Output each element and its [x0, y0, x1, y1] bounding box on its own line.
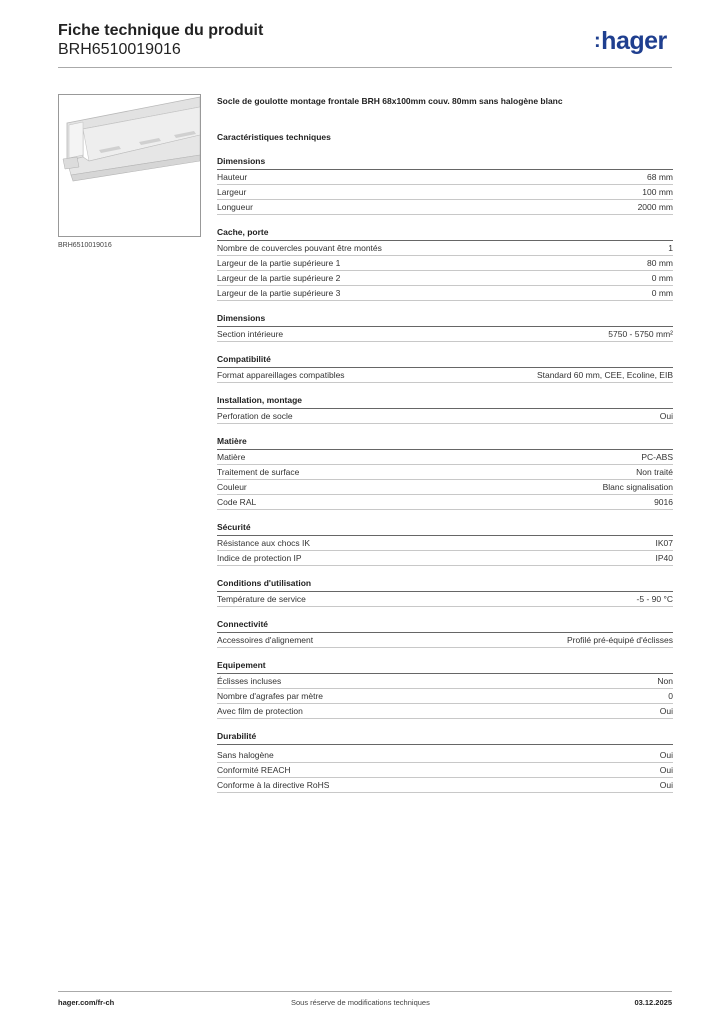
- spec-value: Oui: [659, 765, 673, 775]
- footer-website[interactable]: hager.com/fr-ch: [58, 998, 115, 1007]
- spec-row: [217, 536, 673, 551]
- spec-groups: [217, 155, 673, 793]
- spec-row: [217, 409, 673, 424]
- spec-row: [217, 450, 673, 465]
- spec-label: Largeur de la partie supérieure 2: [217, 273, 341, 283]
- spec-value: Oui: [659, 411, 673, 421]
- footer-date: 03.12.2025: [634, 998, 672, 1007]
- spec-label: Largeur: [217, 187, 247, 197]
- spec-value: Oui: [659, 706, 673, 716]
- spec-row: [217, 256, 673, 271]
- footer-disclaimer: Sous réserve de modifications techniques: [291, 998, 430, 1007]
- spec-row: [217, 551, 673, 566]
- spec-row: [217, 327, 673, 342]
- spec-content: [217, 94, 673, 793]
- spec-value: -5 - 90 °C: [636, 594, 673, 604]
- spec-row: [217, 674, 673, 689]
- spec-value: 2000 mm: [637, 202, 673, 212]
- spec-row: [217, 170, 673, 185]
- spec-group-title: Durabilité: [217, 730, 673, 745]
- trunking-illustration: [59, 95, 200, 236]
- spec-label: Conformité REACH: [217, 765, 291, 775]
- spec-label: Code RAL: [217, 497, 257, 507]
- spec-row: [217, 241, 673, 256]
- spec-value: 68 mm: [647, 172, 673, 182]
- hager-logo: :hager: [594, 27, 667, 55]
- spec-label: Résistance aux chocs IK: [217, 538, 311, 548]
- spec-label: Longueur: [217, 202, 253, 212]
- header-divider: [58, 67, 672, 68]
- spec-row: [217, 185, 673, 200]
- spec-row: [217, 778, 673, 793]
- spec-value: 100 mm: [642, 187, 673, 197]
- logo-text: hager: [601, 27, 667, 55]
- spec-label: Sans halogène: [217, 750, 274, 760]
- product-reference: BRH6510019016: [58, 41, 181, 58]
- spec-value: Blanc signalisation: [602, 482, 673, 492]
- spec-label: Largeur de la partie supérieure 1: [217, 258, 341, 268]
- spec-group-title: Matière: [217, 435, 673, 450]
- spec-value: 0 mm: [651, 273, 673, 283]
- spec-value: 1: [668, 243, 673, 253]
- spec-group-title: Dimensions: [217, 155, 673, 170]
- spec-row: [217, 200, 673, 215]
- spec-group-title: Connectivité: [217, 618, 673, 633]
- spec-value: 80 mm: [647, 258, 673, 268]
- spec-group-title: Installation, montage: [217, 394, 673, 409]
- spec-label: Largeur de la partie supérieure 3: [217, 288, 341, 298]
- spec-row: [217, 633, 673, 648]
- image-caption: BRH6510019016: [58, 242, 112, 249]
- spec-label: Nombre d'agrafes par mètre: [217, 691, 324, 701]
- spec-value: 5750 - 5750 mm²: [608, 329, 673, 339]
- spec-value: 0 mm: [651, 288, 673, 298]
- spec-label: Éclisses incluses: [217, 676, 282, 686]
- product-description: Socle de goulotte montage frontale BRH 68x100mm couv. 80mm sans halogène blanc: [217, 96, 563, 106]
- spec-label: Hauteur: [217, 172, 248, 182]
- spec-value: Non: [657, 676, 673, 686]
- spec-row: [217, 495, 673, 510]
- page-header: [58, 22, 263, 59]
- spec-value: 9016: [654, 497, 673, 507]
- spec-row: [217, 592, 673, 607]
- spec-value: Standard 60 mm, CEE, Ecoline, EIB: [536, 370, 673, 380]
- spec-row: [217, 465, 673, 480]
- spec-group: [217, 521, 673, 566]
- spec-group-title: Dimensions: [217, 312, 673, 327]
- section-title: Caractéristiques techniques: [217, 132, 331, 142]
- spec-value: Oui: [659, 750, 673, 760]
- spec-label: Couleur: [217, 482, 247, 492]
- spec-label: Matière: [217, 452, 246, 462]
- footer-divider: [58, 991, 672, 992]
- spec-label: Format appareillages compatibles: [217, 370, 345, 380]
- spec-group: [217, 435, 673, 510]
- page-title: Fiche technique du produit: [58, 22, 264, 39]
- spec-value: Oui: [659, 780, 673, 790]
- spec-row: [217, 704, 673, 719]
- spec-row: [217, 368, 673, 383]
- spec-value: Profilé pré-équipé d'éclisses: [566, 635, 673, 645]
- spec-group-title: Compatibilité: [217, 353, 673, 368]
- spec-value: Non traité: [636, 467, 673, 477]
- spec-value: IP40: [655, 553, 673, 563]
- spec-group-title: Sécurité: [217, 521, 673, 536]
- spec-label: Accessoires d'alignement: [217, 635, 314, 645]
- spec-group: [217, 312, 673, 342]
- spec-group: [217, 577, 673, 607]
- spec-row: [217, 480, 673, 495]
- spec-value: PC-ABS: [641, 452, 673, 462]
- spec-row: [217, 689, 673, 704]
- spec-value: 0: [668, 691, 673, 701]
- spec-label: Température de service: [217, 594, 306, 604]
- spec-group: [217, 394, 673, 424]
- spec-row: [217, 286, 673, 301]
- spec-group-title: Equipement: [217, 659, 673, 674]
- spec-group: [217, 155, 673, 215]
- spec-group: [217, 353, 673, 383]
- spec-label: Conforme à la directive RoHS: [217, 780, 330, 790]
- spec-group: [217, 730, 673, 793]
- spec-label: Section intérieure: [217, 329, 284, 339]
- spec-row: [217, 271, 673, 286]
- spec-group: [217, 226, 673, 301]
- spec-group: [217, 659, 673, 719]
- spec-label: Avec film de protection: [217, 706, 303, 716]
- spec-label: Nombre de couvercles pouvant être montés: [217, 243, 382, 253]
- spec-row: [217, 748, 673, 763]
- spec-group-title: Cache, porte: [217, 226, 673, 241]
- spec-label: Traitement de surface: [217, 467, 300, 477]
- spec-label: Perforation de socle: [217, 411, 293, 421]
- spec-group-title: Conditions d'utilisation: [217, 577, 673, 592]
- spec-group: [217, 618, 673, 648]
- spec-label: Indice de protection IP: [217, 553, 302, 563]
- spec-row: [217, 763, 673, 778]
- spec-value: IK07: [655, 538, 673, 548]
- product-image: [58, 94, 201, 237]
